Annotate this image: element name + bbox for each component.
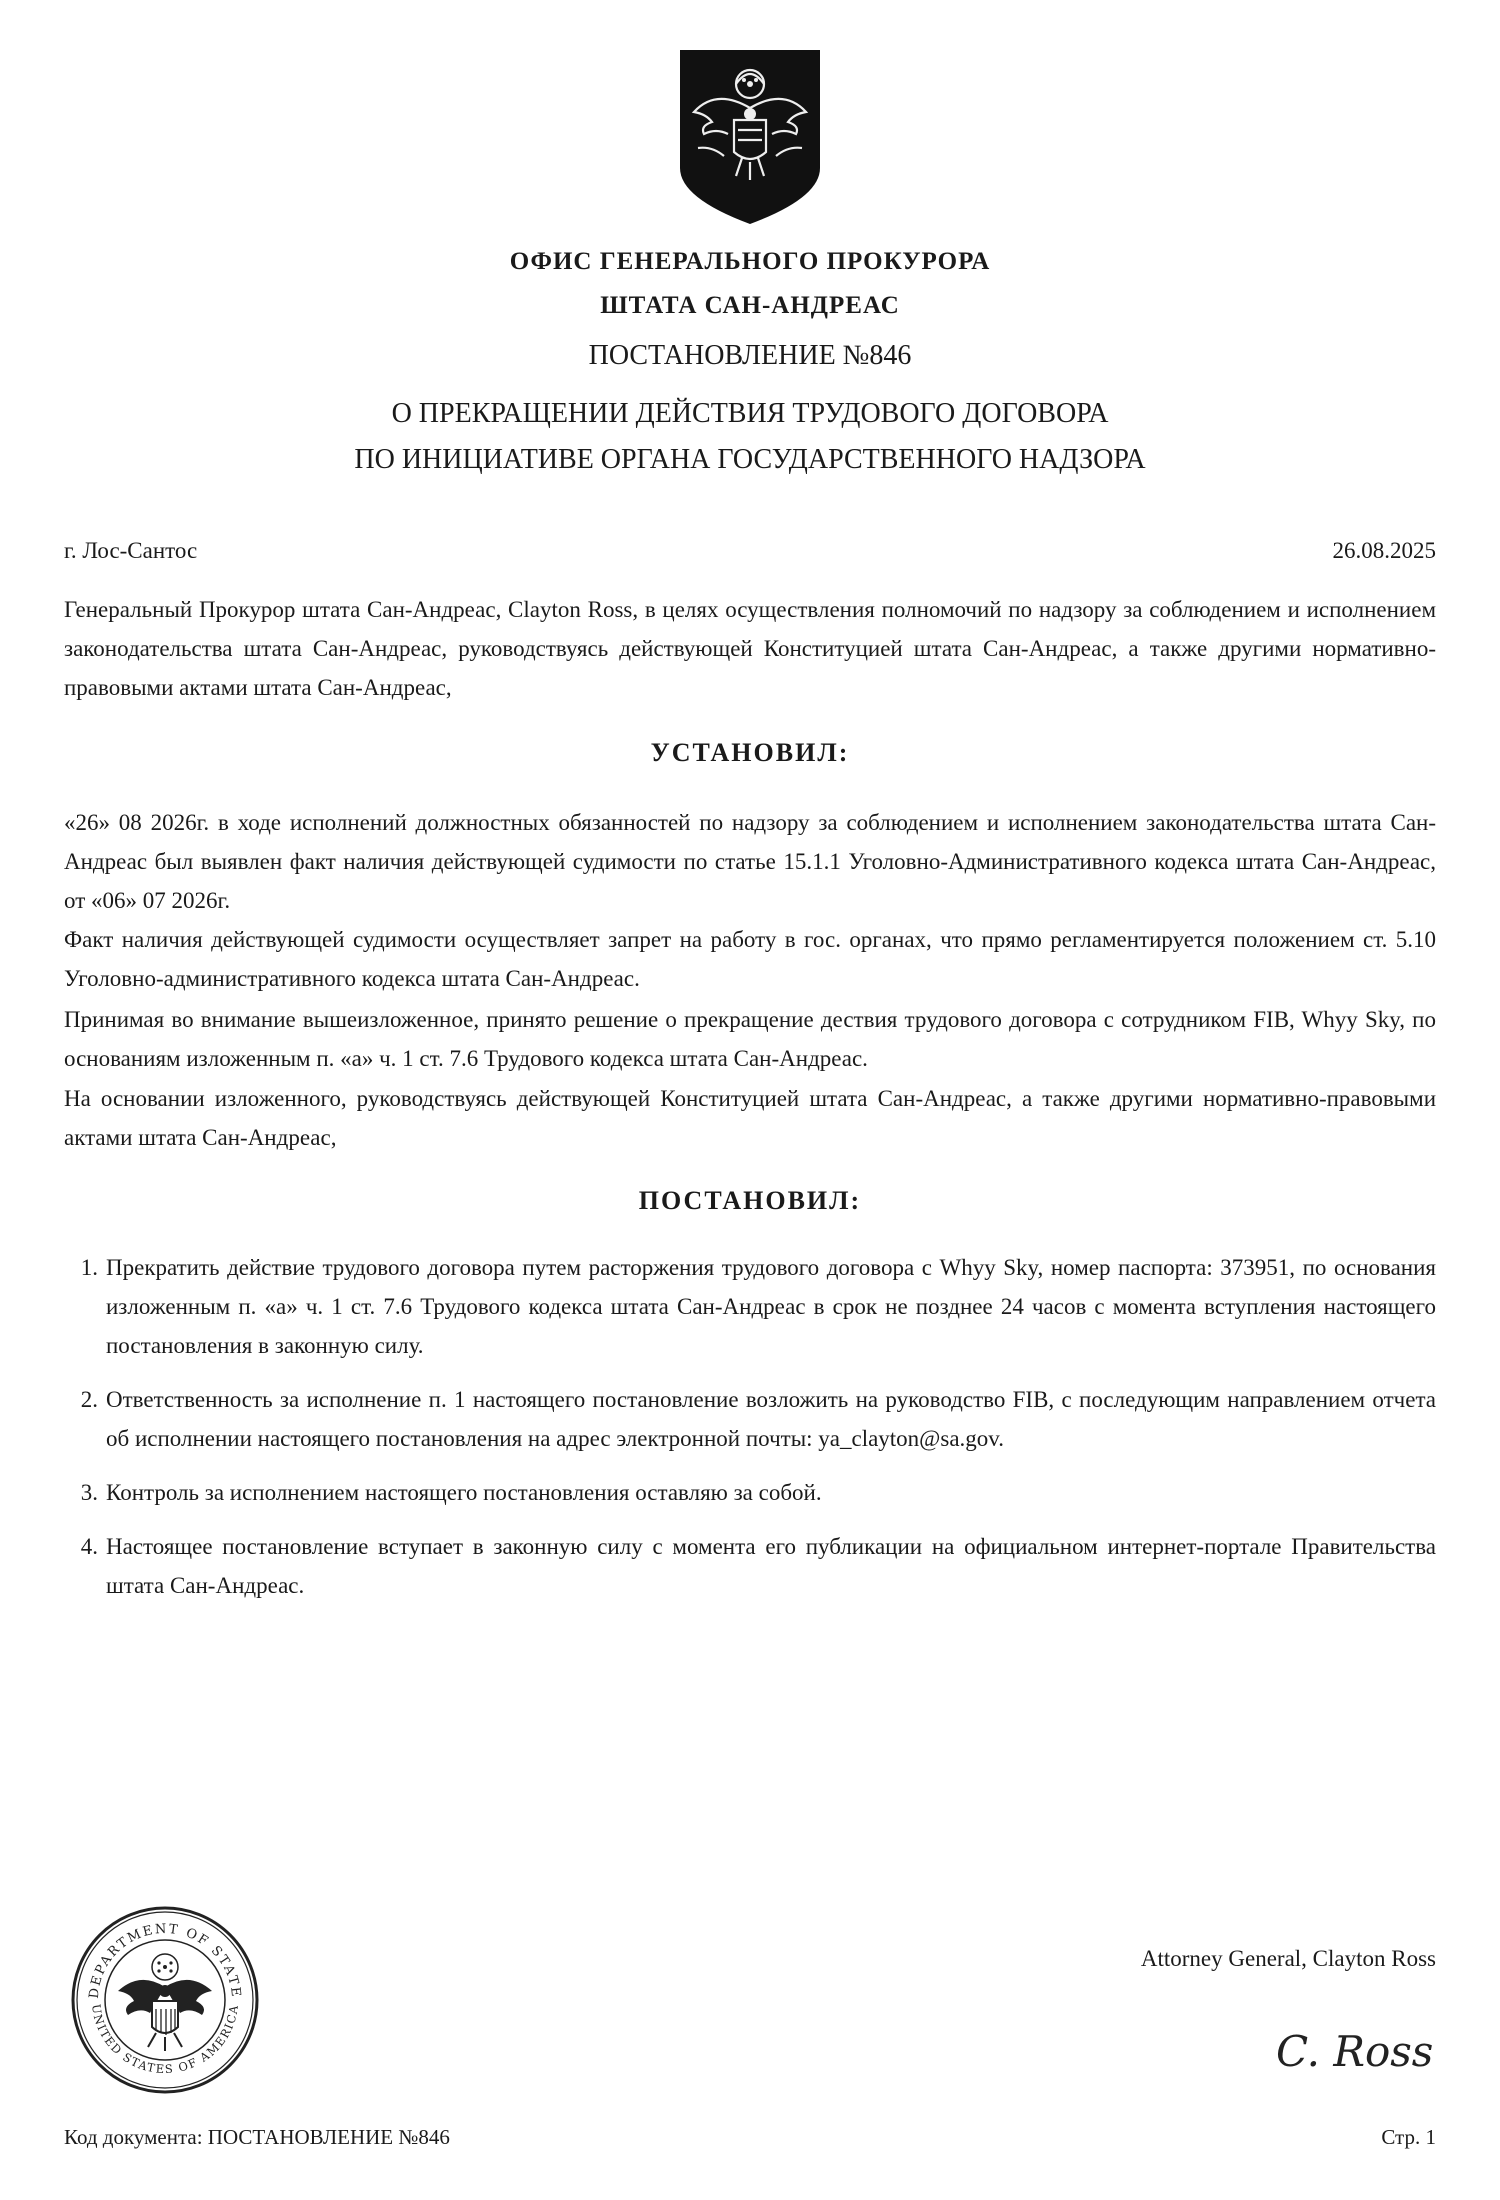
- decree-subject-line1: О ПРЕКРАЩЕНИИ ДЕЙСТВИЯ ТРУДОВОГО ДОГОВОРА: [391, 398, 1109, 429]
- office-subtitle: ШТАТА САН-АНДРЕАС: [600, 292, 900, 319]
- handwritten-signature: [1270, 2016, 1450, 2086]
- orders-list: [64, 1248, 1436, 1620]
- date: 26.08.2025: [1332, 538, 1436, 563]
- document-code: Код документа: ПОСТАНОВЛЕНИЕ №846: [64, 2125, 450, 2149]
- page-number: Стр. 1: [1381, 2125, 1436, 2149]
- preamble: Генеральный Прокурор штата Сан-Андреас, Clayton Ross, в целях осуществления полномочий по надзору за соблюдением и исполнением законодательства штата Сан-Андреас, руководствуясь действующей Конституцией штата Сан-Андреас, а также другими нормативно-правовыми актами штата Сан-Андреас,: [64, 597, 1436, 700]
- page-footer: [64, 2125, 1436, 2150]
- finding-paragraph: «26» 08 2026г. в ходе исполнений должностных обязанностей по надзору за соблюдением и исполнением законодательства штата Сан-Андреас был выявлен факт наличия действующей судимости по статье 15.1.1 Уголовно-Административного кодекса штата Сан-Андреас, от «06» 07 2026г.: [64, 810, 1436, 913]
- section-resolved-title: ПОСТАНОВИЛ:: [638, 1186, 862, 1215]
- order-text: Настоящее постановление вступает в законную силу с момента его публикации на официальном интернет-портале Правительства штата Сан-Андреас.: [106, 1534, 1436, 1598]
- order-text: Ответственность за исполнение п. 1 настоящего постановление возложить на руководство FIB, с последующим направлением отчета об исполнении настоящего постановления на адрес электронной почты: ya_clayton@sa.gov.: [106, 1387, 1436, 1451]
- order-number: 3.: [80, 1480, 98, 1505]
- finding-paragraph: Факт наличия действующей судимости осуществляет запрет на работу в гос. органах, что прямо регламентируется положением ст. 5.10 Уголовно-административного кодекса штата Сан-Андреас.: [64, 927, 1436, 991]
- department-of-state-seal-icon: [70, 1905, 260, 2095]
- signatory-name: Attorney General, Clayton Ross: [1140, 1946, 1436, 1971]
- order-item: [64, 1473, 1436, 1512]
- place: г. Лос-Сантос: [64, 538, 198, 563]
- decree-title: ПОСТАНОВЛЕНИЕ №846: [588, 340, 912, 371]
- svg-text:UNITED STATES OF AMERICA: UNITED STATES OF AMERICA: [88, 2003, 241, 2077]
- order-item: [64, 1380, 1436, 1458]
- order-item: [64, 1248, 1436, 1365]
- office-title: ОФИС ГЕНЕРАЛЬНОГО ПРОКУРОРА: [509, 248, 991, 275]
- order-number: 2.: [80, 1387, 98, 1412]
- order-item: [64, 1527, 1436, 1605]
- section-established-title: УСТАНОВИЛ:: [650, 738, 850, 767]
- order-text: Контроль за исполнением настоящего постановления оставляю за собой.: [106, 1480, 822, 1505]
- place-date-row: [64, 538, 1436, 564]
- order-text: Прекратить действие трудового договора путем расторжения трудового договора с Whyy Sky, номер паспорта: 373951, по основания изложенным п. «а» ч. 1 ст. 7.6 Трудового кодекса штата Сан-Андреас в срок не позднее 24 часов с момента вступления настоящего постановления в законную силу.: [106, 1255, 1436, 1358]
- finding-paragraph: Принимая во внимание вышеизложенное, принято решение о прекращение дествия трудового договора с сотрудником FIB, Whyy Sky, по основаниям изложенным п. «а» ч. 1 ст. 7.6 Трудового кодекса штата Сан-Андреас.: [64, 1007, 1436, 1071]
- svg-text:DEPARTMENT OF STATE: DEPARTMENT OF STATE: [86, 1921, 244, 2000]
- svg-text:C. Ross: C. Ross: [1276, 2027, 1434, 2076]
- finding-paragraph: На основании изложенного, руководствуясь действующей Конституцией штата Сан-Андреас, а также другими нормативно-правовыми актами штата Сан-Андреас,: [64, 1086, 1436, 1150]
- eagle-emblem-icon: [676, 48, 824, 226]
- decree-subject-line2: ПО ИНИЦИАТИВЕ ОРГАНА ГОСУДАРСТВЕННОГО НАДЗОРА: [354, 444, 1146, 475]
- order-number: 4.: [80, 1534, 98, 1559]
- order-number: 1.: [80, 1255, 98, 1280]
